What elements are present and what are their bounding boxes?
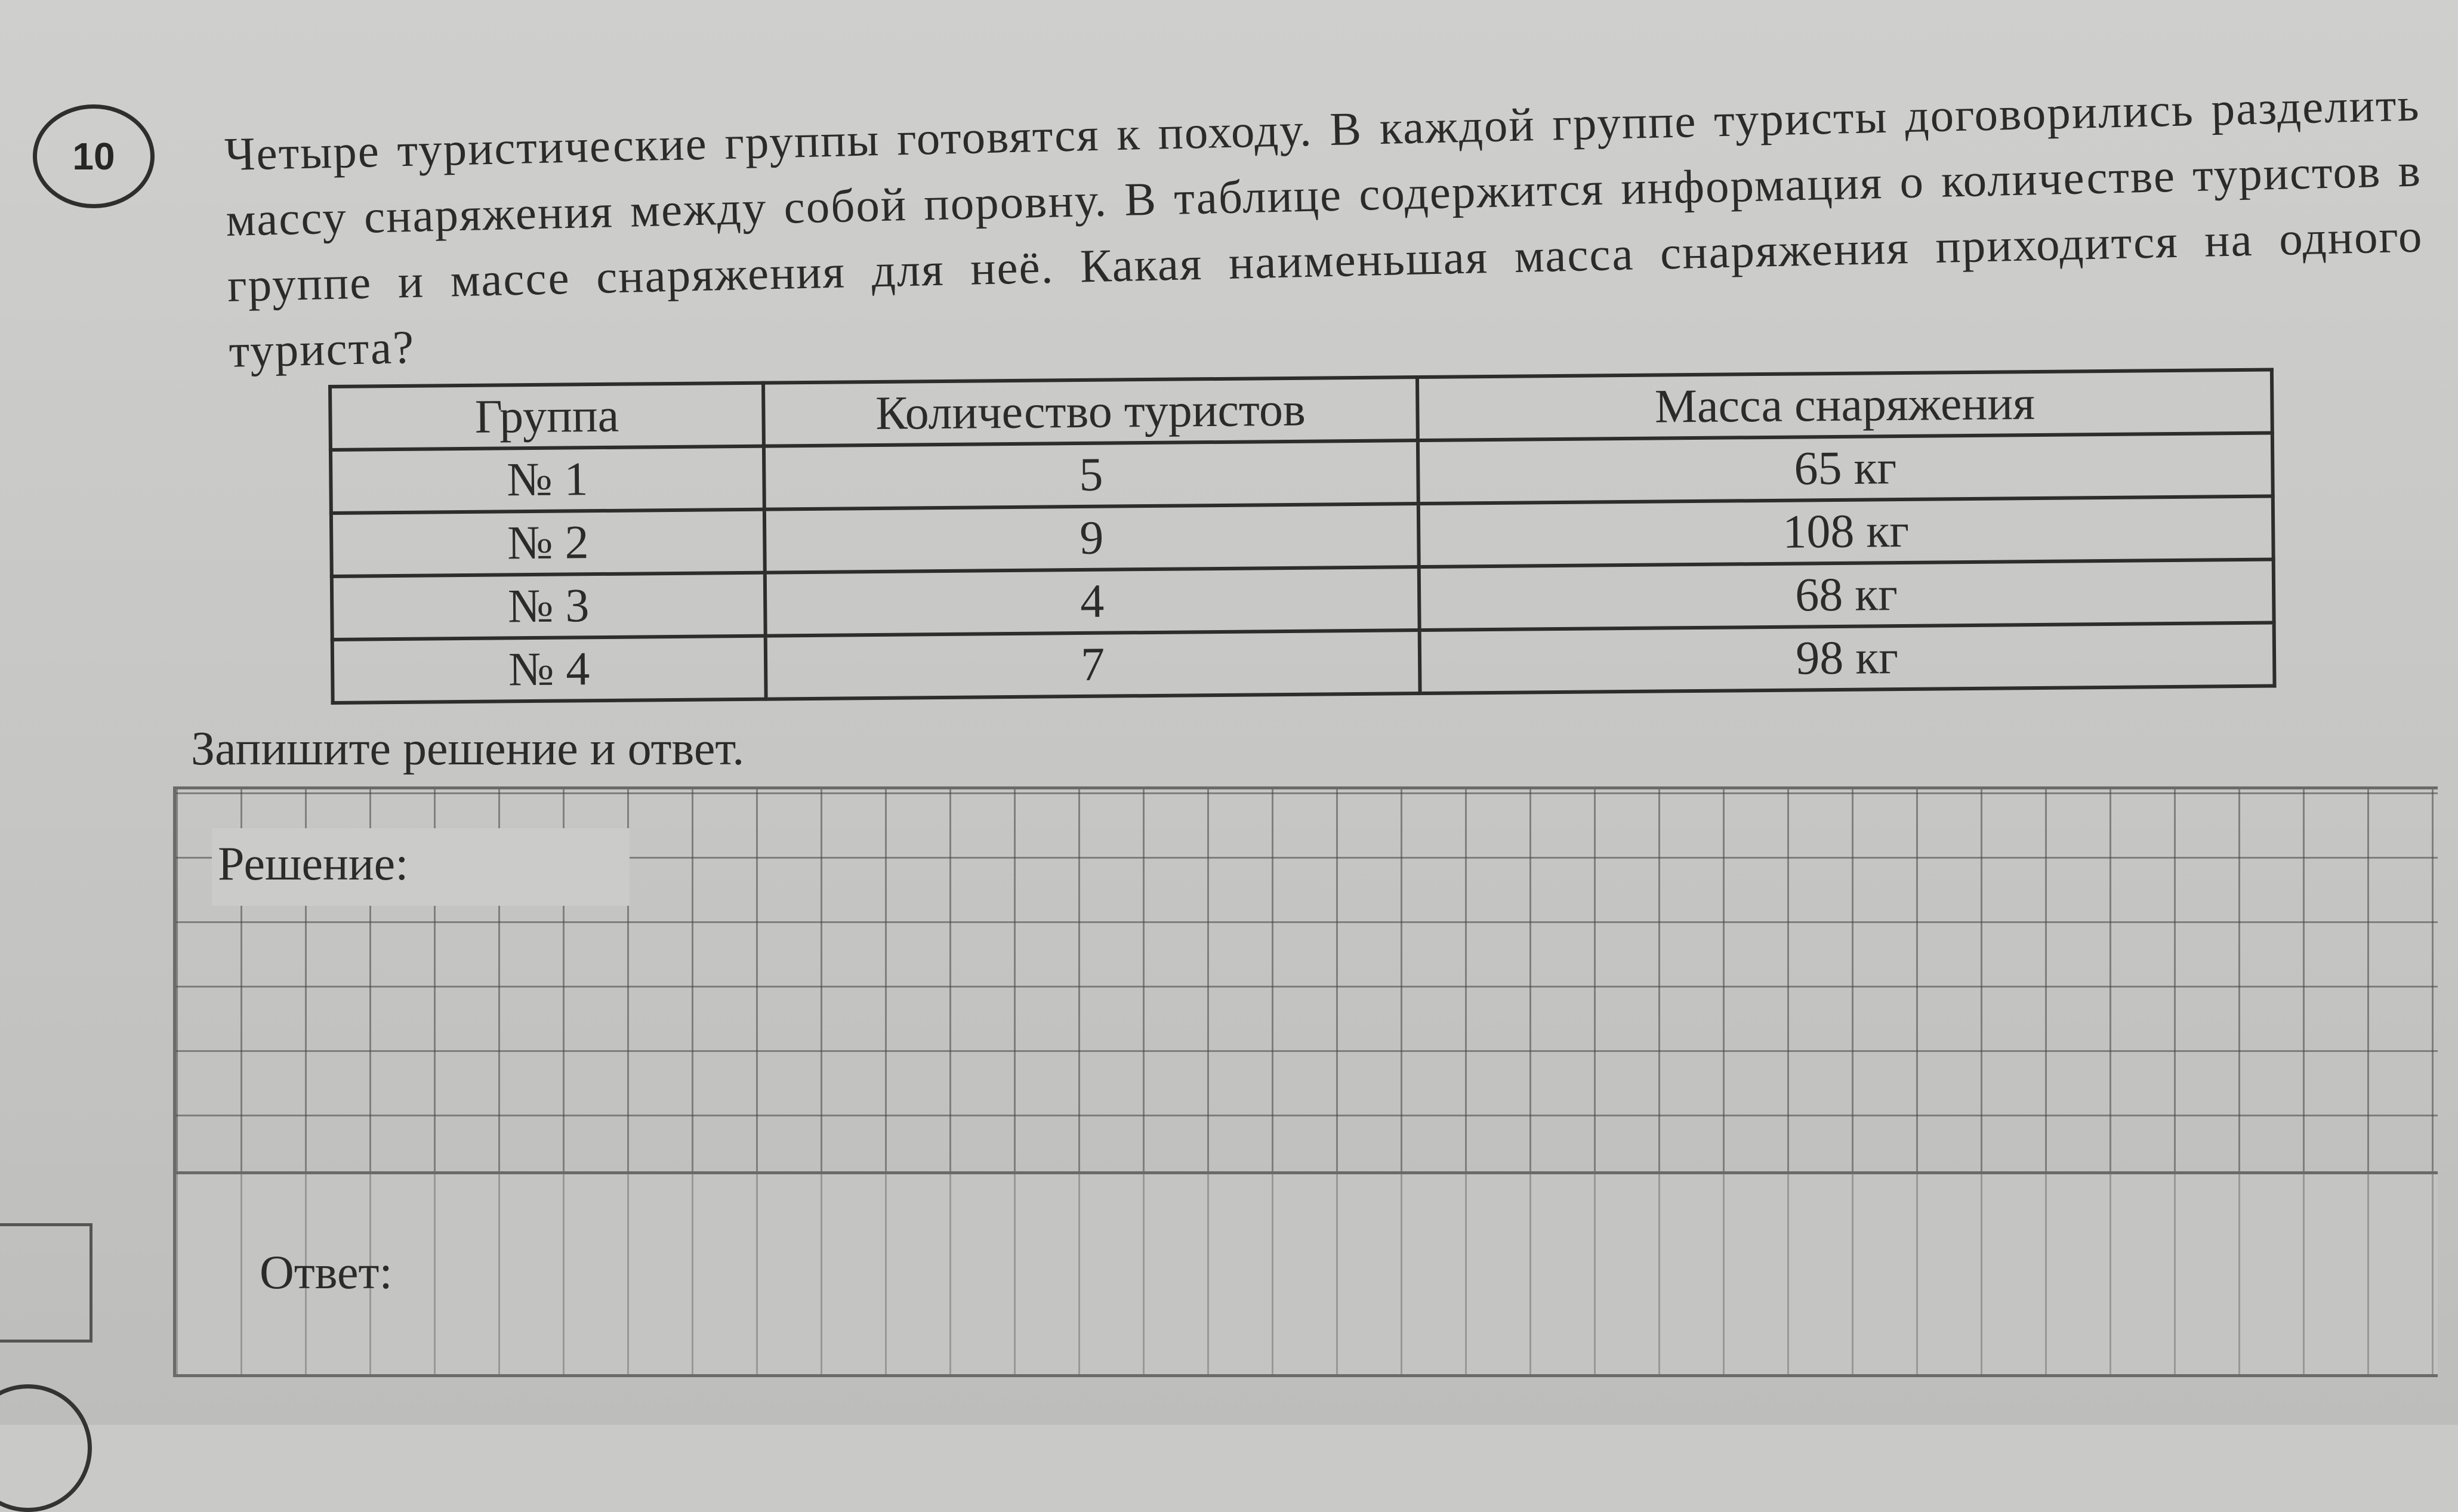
next-task-badge	[0, 1384, 92, 1512]
header-tourist-count: Количество туристов	[763, 377, 1418, 446]
task-number: 10	[72, 135, 115, 178]
solution-grid[interactable]	[173, 786, 2438, 1377]
mass-cell: 68 кг	[1419, 560, 2274, 630]
count-cell: 7	[766, 630, 1420, 699]
header-equipment-mass: Масса снаряжения	[1417, 370, 2272, 440]
mass-cell: 98 кг	[1420, 623, 2275, 693]
instruction-text: Запишите решение и ответ.	[191, 723, 745, 775]
count-cell: 5	[764, 440, 1418, 510]
mass-cell: 65 кг	[1418, 433, 2273, 504]
answer-label: Ответ:	[260, 1246, 393, 1299]
group-cell: № 2	[331, 510, 765, 576]
mass-cell: 108 кг	[1418, 496, 2274, 567]
solution-label: Решение:	[212, 828, 630, 906]
problem-statement: Четыре туристические группы готовятся к походу. В каждой группе туристы договорились разделить массу снаряжения между собой поровну. В таблице содержится информация о количестве туристов в группе и массе снаряжения для неё. Какая наименьшая масса снаряжения приходится на одного туриста?	[224, 79, 2424, 378]
score-box	[0, 1223, 92, 1343]
header-group: Группа	[330, 383, 764, 450]
count-cell: 4	[765, 567, 1420, 636]
group-cell: № 1	[331, 446, 764, 513]
group-cell: № 4	[332, 636, 766, 703]
data-table	[328, 368, 2277, 705]
group-cell: № 3	[332, 573, 766, 640]
task-number-badge	[33, 104, 155, 208]
answer-field[interactable]	[176, 1171, 2438, 1377]
count-cell: 9	[764, 504, 1419, 573]
